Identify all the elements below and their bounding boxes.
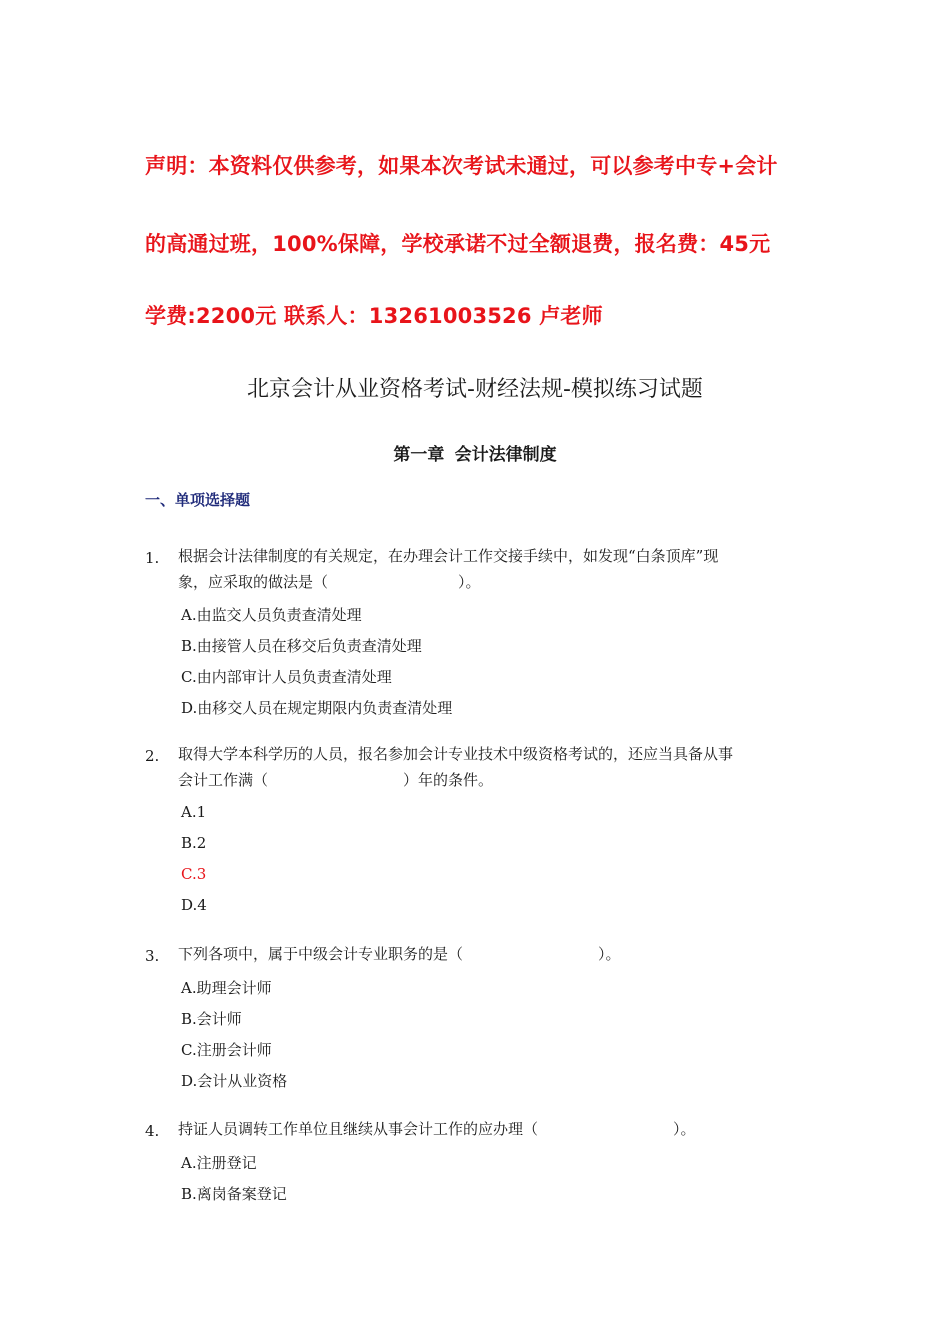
option-item: D.4	[181, 896, 207, 914]
question-line: 根据会计法律制度的有关规定，在办理会计工作交接手续中，如发现“白条顶库”现	[178, 547, 719, 565]
question-line: 取得大学本科学历的人员，报名参加会计专业技术中级资格考试的，还应当具备从事	[178, 745, 734, 763]
option-item: C.由内部审计人员负责查清处理	[181, 668, 392, 686]
option-item: B.由接管人员在移交后负责查清处理	[181, 637, 422, 655]
option-item: A.1	[181, 803, 207, 821]
option-item: D.会计从业资格	[181, 1072, 288, 1090]
option-item: D.由移交人员在规定期限内负责查清处理	[181, 699, 453, 717]
question-text-after: ）。	[598, 945, 621, 963]
option-item: B.会计师	[181, 1010, 242, 1028]
question-text	[178, 741, 818, 793]
option-item: B.离岗备案登记	[181, 1185, 287, 1203]
option-item-correct: C.3	[181, 865, 207, 883]
question-text-before: 会计工作满（	[178, 771, 269, 789]
chapter-title: 第一章 会计法律制度	[393, 445, 557, 465]
question-line	[178, 941, 818, 967]
question-text-before: 象，应采取的做法是（	[178, 573, 329, 591]
question-number: 3.	[145, 947, 160, 965]
question-line	[178, 1116, 818, 1142]
option-item: B.2	[181, 834, 207, 852]
option-item: C.注册会计师	[181, 1041, 272, 1059]
question-number: 4.	[145, 1122, 160, 1140]
question-text	[178, 941, 818, 967]
question-text-after: ）年的条件。	[403, 771, 494, 789]
notice-line-3: 学费:2200元 联系人：13261003526 卢老师	[145, 304, 603, 328]
notice-line-2: 的高通过班，100%保障，学校承诺不过全额退费，报名费：45元	[145, 232, 771, 256]
document-title: 北京会计从业资格考试-财经法规-模拟练习试题	[247, 377, 703, 402]
question-number: 1.	[145, 549, 160, 567]
question-line	[178, 569, 818, 595]
question-line	[178, 767, 818, 793]
question-text-before: 下列各项中，属于中级会计专业职务的是（	[178, 945, 464, 963]
question-text-before: 持证人员调转工作单位且继续从事会计工作的应办理（	[178, 1120, 539, 1138]
question-text	[178, 543, 818, 595]
option-item: A.注册登记	[181, 1154, 257, 1172]
notice-line-1: 声明：本资料仅供参考，如果本次考试未通过，可以参考中专+会计	[145, 154, 778, 178]
question-number: 2.	[145, 747, 160, 765]
question-text-after: ）。	[458, 573, 481, 591]
question-text-after: ）。	[673, 1120, 696, 1138]
section-title: 一、单项选择题	[145, 491, 251, 509]
option-item: A.由监交人员负责查清处理	[181, 606, 362, 624]
option-item: A.助理会计师	[181, 979, 272, 997]
question-text	[178, 1116, 818, 1142]
